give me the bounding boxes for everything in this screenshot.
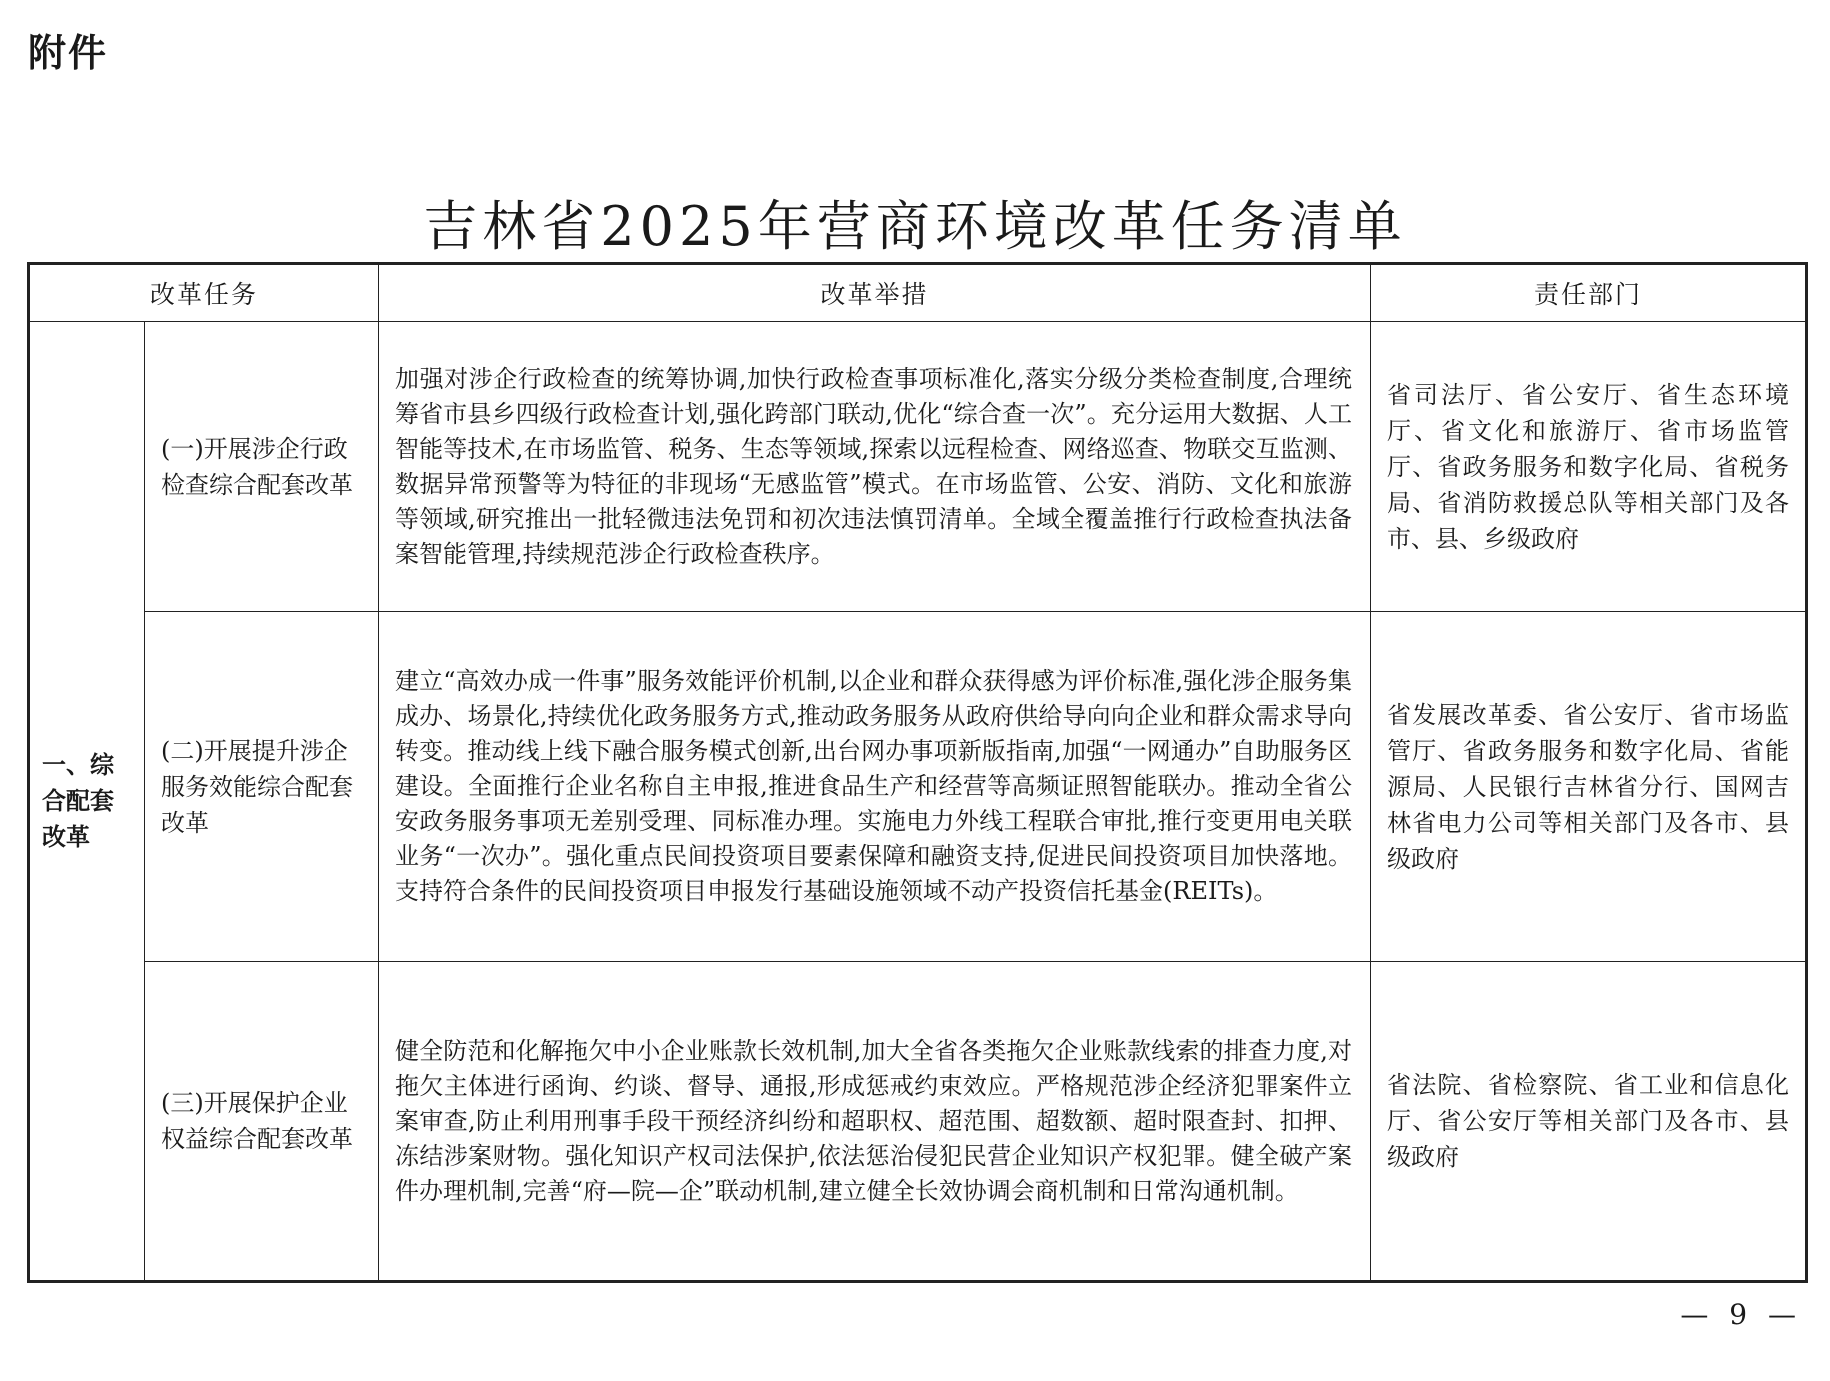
task-cell: (一)开展涉企行政检查综合配套改革: [145, 322, 379, 612]
task-cell: (二)开展提升涉企服务效能综合配套改革: [145, 612, 379, 962]
departments-cell: 省司法厅、省公安厅、省生态环境厅、省文化和旅游厅、省市场监管厅、省政务服务和数字化局、省税务局、省消防救援总队等相关部门及各市、县、乡级政府: [1371, 322, 1807, 612]
document-title: 吉林省2025年营商环境改革任务清单: [423, 195, 1407, 259]
column-header-measures: 改革举措: [379, 264, 1371, 322]
attachment-label: 附件: [28, 31, 109, 75]
table-row: [29, 612, 1807, 962]
column-header-task: 改革任务: [29, 264, 379, 322]
departments-cell: 省法院、省检察院、省工业和信息化厅、省公安厅等相关部门及各市、县级政府: [1371, 962, 1807, 1282]
category-cell: 一、综合配套改革: [29, 322, 145, 1282]
page-number: — 9 —: [1680, 1298, 1802, 1331]
task-cell: (三)开展保护企业权益综合配套改革: [145, 962, 379, 1282]
measures-cell: 健全防范和化解拖欠中小企业账款长效机制,加大全省各类拖欠企业账款线索的排查力度,对拖欠主体进行函询、约谈、督导、通报,形成惩戒约束效应。严格规范涉企经济犯罪案件立案审查,防止利用刑事手段干预经济纠纷和超职权、超范围、超数额、超时限查封、扣押、冻结涉案财物。强化知识产权司法保护,依法惩治侵犯民营企业知识产权犯罪。健全破产案件办理机制,完善“府—院—企”联动机制,建立健全长效协调会商机制和日常沟通机制。: [379, 962, 1371, 1282]
departments-cell: 省发展改革委、省公安厅、省市场监管厅、省政务服务和数字化局、省能源局、人民银行吉林省分行、国网吉林省电力公司等相关部门及各市、县级政府: [1371, 612, 1807, 962]
reform-task-table: [27, 262, 1808, 1283]
column-header-departments: 责任部门: [1371, 264, 1807, 322]
table-row: [29, 322, 1807, 612]
measures-cell: 建立“高效办成一件事”服务效能评价机制,以企业和群众获得感为评价标准,强化涉企服务集成办、场景化,持续优化政务服务方式,推动政务服务从政府供给导向向企业和群众需求导向转变。推动线上线下融合服务模式创新,出台网办事项新版指南,加强“一网通办”自助服务区建设。全面推行企业名称自主申报,推进食品生产和经营等高频证照智能联办。推动全省公安政务服务事项无差别受理、同标准办理。实施电力外线工程联合审批,推行变更用电关联业务“一次办”。强化重点民间投资项目要素保障和融资支持,促进民间投资项目加快落地。支持符合条件的民间投资项目申报发行基础设施领域不动产投资信托基金(REITs)。: [379, 612, 1371, 962]
table-header-row: [29, 264, 1807, 322]
measures-cell: 加强对涉企行政检查的统筹协调,加快行政检查事项标准化,落实分级分类检查制度,合理统筹省市县乡四级行政检查计划,强化跨部门联动,优化“综合查一次”。充分运用大数据、人工智能等技术,在市场监管、税务、生态等领域,探索以远程检查、网络巡查、物联交互监测、数据异常预警等为特征的非现场“无感监管”模式。在市场监管、公安、消防、文化和旅游等领域,研究推出一批轻微违法免罚和初次违法慎罚清单。全域全覆盖推行行政检查执法备案智能管理,持续规范涉企行政检查秩序。: [379, 322, 1371, 612]
table-row: [29, 962, 1807, 1282]
